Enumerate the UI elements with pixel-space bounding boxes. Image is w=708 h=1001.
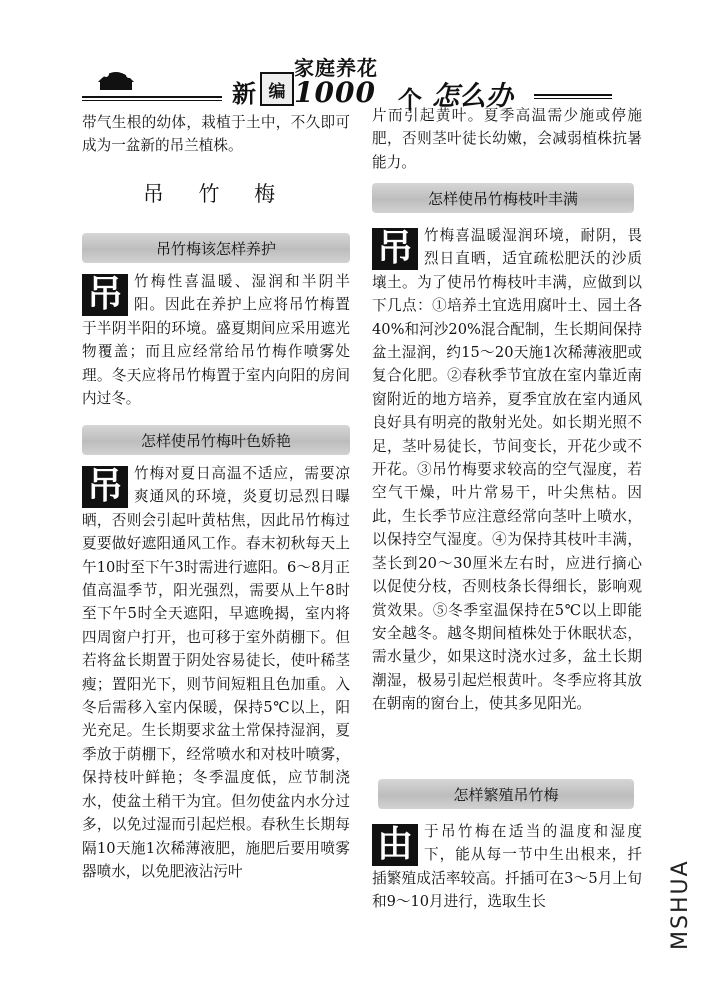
section-propagation [372, 820, 642, 914]
watermark: MSHUA [668, 859, 693, 950]
section-care [82, 270, 350, 410]
section-full-foliage-body: 竹梅喜温暖湿润环境，耐阴，畏烈日直晒，适宜疏松肥沃的沙质壤土。为了使吊竹梅枝叶丰满，应做到以下几点：①培养土宜选用腐叶土、园土各40%和河沙20%混合配制，生长期间保持盆土湿润，约15～20天施1次稀薄液肥或复合化肥。②春秋季节宜放在室内靠近南窗附近的地方培养，夏季宜放在室内通风良好具有明亮的散射光处。如长期光照不足，茎叶易徒长，节间变长，开花少或不开花。③吊竹梅要求较高的空气湿度，若空气干燥，叶片常易干，叶尖焦枯。因此，生长季节应注意经常向茎叶上喷水，以保持空气湿度。④为保持其枝叶丰满，茎长到20～30厘米左右时，应进行摘心以促使分枝，否则枝条长得细长，影响观赏效果。⑤冬季室温保持在5℃以上即能安全越冬。越冬期间植株处于休眠状态，需水量少，如果这时浇水过多，盆土长期潮湿，极易引起烂根黄叶。冬季应将其放在朝南的窗台上，使其多见阳光。 [372, 227, 642, 713]
drop-cap: 吊 [82, 274, 128, 316]
drop-cap: 吊 [82, 466, 128, 508]
drop-cap: 由 [372, 824, 418, 866]
drop-cap: 吊 [372, 228, 418, 270]
header-new: 新 [232, 80, 256, 108]
section-care-body: 竹梅性喜温暖、湿润和半阴半阳。因此在养护上应将吊竹梅置于半阴半阳的环境。盛夏期间应采用遮光物覆盖；而且应经常给吊竹梅作喷雾处理。冬天应将吊竹梅置于室内向阳的房间内过冬。 [82, 273, 350, 408]
series-header [82, 52, 612, 114]
header-number: 1000 [294, 76, 376, 109]
section-leaf-color [82, 462, 350, 883]
section-leaf-color-body: 竹梅对夏日高温不适应，需要凉爽通风的环境，炎夏切忌烈日曝晒，否则会引起叶黄枯焦，因此吊竹梅过夏要做好遮阳通风工作。春末初秋每天上午10时至下午3时需进行遮阳。6～8月正值高温季节，阳光强烈，需要从上午8时至下午5时全天遮阳，早遮晚揭，室内将四周窗户打开，也可移于室外荫棚下。但若将盆长期置于阴处容易徒长，使叶稀茎瘦；置阳光下，则节间短粗且色加重。入冬后需移入室内保暖，保持5℃以上，阳光充足。生长期要求盆土常保持湿润，夏季放于荫棚下，经常喷水和对枝叶喷雾，保持枝叶鲜艳；冬季温度低，应节制浇水，使盆土稍干为宜。但勿使盆内水分过多，以免过湿而引起烂根。春秋生长期每隔10天施1次稀薄液肥，施肥后要用喷雾器喷水，以免肥液沾污叶 [82, 465, 350, 880]
header-series-name: 家庭养花 [294, 56, 378, 80]
section-heading-propagation: 怎样繁殖吊竹梅 [378, 779, 634, 809]
section-heading-care: 吊竹梅该怎样养护 [82, 233, 350, 263]
section-heading-leaf-color: 怎样使吊竹梅叶色娇艳 [82, 425, 350, 455]
section-full-foliage [372, 224, 642, 716]
article-title: 吊 竹 梅 [142, 182, 290, 206]
header-howto: 怎么办 [432, 81, 513, 112]
header-rule-right [534, 94, 612, 99]
section-propagation-body: 于吊竹梅在适当的温度和湿度下，能从每一节中生出根来，扦插繁殖成活率较高。扦插可在3～5月上旬和9～10月进行，选取生长 [372, 823, 642, 911]
flower-pot-logo-icon [92, 60, 140, 92]
header-measure-word: 个 [398, 85, 422, 114]
header-rule-left [82, 96, 222, 101]
right-intro-text: 片而引起黄叶。夏季高温需少施或停施肥，否则茎叶徒长幼嫩，会减弱植株抗暑能力。 [372, 107, 642, 171]
left-intro-text: 带气生根的幼体，栽植于土中，不久即可成为一盆新的吊兰植株。 [82, 114, 350, 155]
section-heading-full-foliage: 怎样使吊竹梅枝叶丰满 [372, 183, 634, 213]
header-edition-badge: 编 [260, 72, 294, 106]
